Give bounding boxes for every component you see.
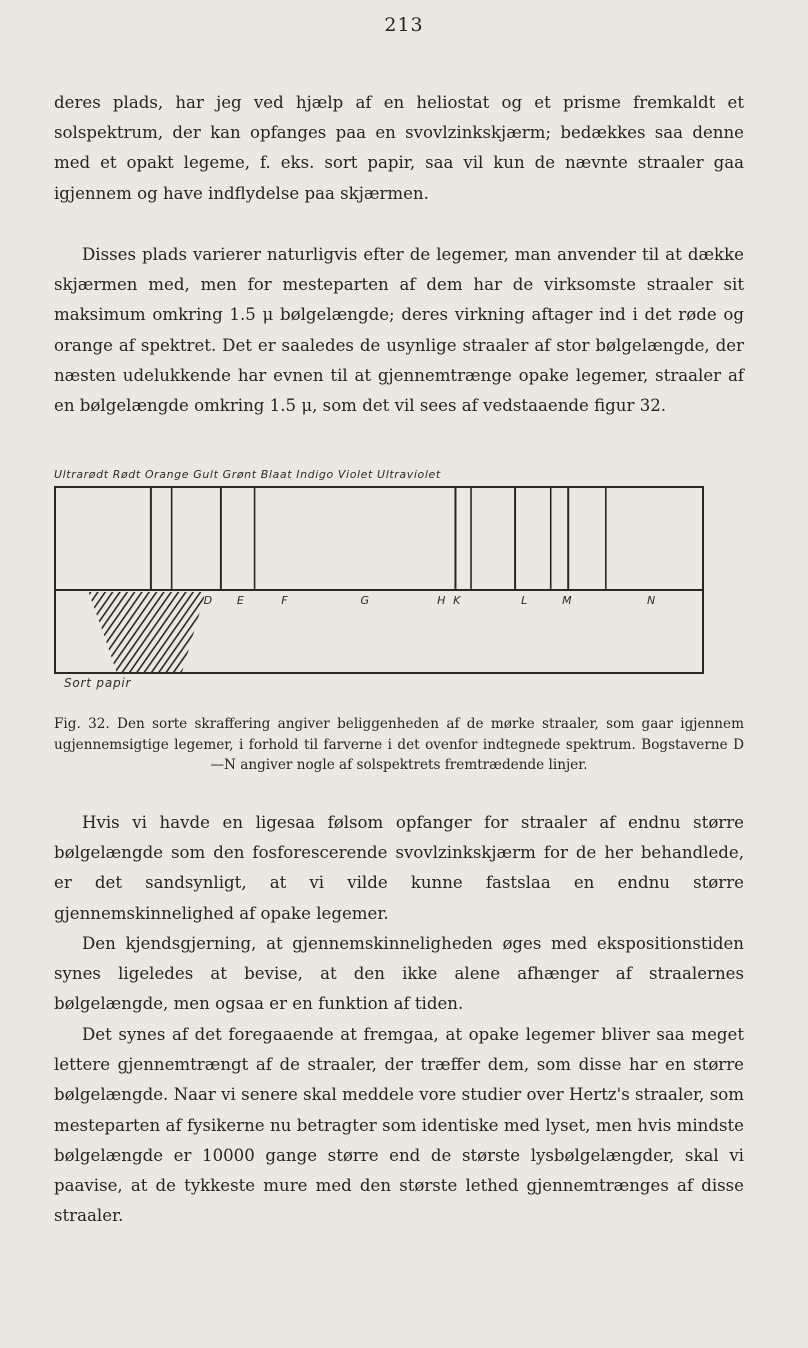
figure-32 — [54, 468, 705, 696]
page-number: 213 — [384, 14, 424, 36]
spectrum-diagram — [54, 486, 705, 676]
hatched-band — [88, 592, 204, 672]
spectral-line-label-h: H — [437, 594, 446, 607]
paragraph-2: Disses plads varierer naturligvis efter de legemer, man anvender til at dække skjærmen med, men for mesteparten af dem har de virksomste straaler sit maksimum omkring 1.5 μ bølgelængde; deres virkning aftager ind i det røde og orange af spektret. Det er saaledes de usynlige straaler af stor bølgelængde, der næsten udelukkende har evnen til at gjennemtrænge opake legemer, straaler af en bølgelængde omkring 1.5 μ, som det vil sees af vedstaaende figur 32. — [54, 245, 744, 416]
figure-caption — [54, 714, 744, 776]
paragraph-1: deres plads, har jeg ved hjælp af en heliostat og et prisme fremkaldt et solspektrum, der kan opfanges paa en svovlzinkskjærm; bedækkes saa denne med et opakt legeme, f. eks. sort papir, saa vil kun de nævnte straaler gaa igjennem og have indflydelse paa skjærmen. — [54, 93, 744, 203]
paragraph-4: Den kjendsgjerning, at gjennemskinneligheden øges med ekspositionstiden synes ligeledes at bevise, at den ikke alene afhænger af straalernes bølgelængde, men ogsaa er en funktion af tiden. — [54, 934, 744, 1014]
caption-text: Den sorte skraffering angiver beliggenheden af de mørke straaler, som gaar igjennem ugjennemsigtige legemer, i forhold til farverne i det ovenfor indtegnede spektrum. Bogstaverne D—N angiver nogle af solspektrets fremtrædende linjer. — [54, 716, 744, 773]
paragraph-5: Det synes af det foregaaende at fremgaa, at opake legemer bliver saa meget lettere gjennemtrængt af de straaler, der træffer dem, som disse har en større bølgelængde. Naar vi senere skal meddele vore studier over Hertz's straaler, som mesteparten af fysikerne nu betragter som identiske med lyset, men hvis mindste bølgelængde er 10000 gange større end de største lysbølgelængder, skal vi paavise, at de tykkeste mure med den største lethed gjennemtrænges af disse straaler. — [54, 1025, 744, 1226]
spectrum-color-handwriting: Ultrarødt Rødt Orange Gult Grønt Blaat Indigo Violet Ultraviolet — [54, 468, 441, 481]
spectral-line-label-e: E — [236, 594, 244, 607]
spectral-line-label-n: N — [647, 594, 656, 607]
spectral-line-label-l: L — [521, 594, 528, 607]
black-paper-handwriting: Sort papir — [64, 676, 132, 690]
caption-figure-number: Fig. 32. — [54, 716, 110, 732]
spectral-line-label-k: K — [453, 594, 461, 607]
spectral-line-label-g: G — [360, 594, 370, 607]
spectral-line-label-m: M — [562, 594, 572, 607]
spectral-line-label-f: F — [281, 594, 288, 607]
paragraph-3: Hvis vi havde en ligesaa følsom opfanger for straaler af endnu større bølgelængde som den fosforescerende svovlzinkskjærm for de her behandlede, er det sandsynligt, at vi vilde kunne fastslaa en endnu større gjennemskinnelighed af opake legemer. — [54, 813, 744, 923]
spectral-line-label-d: D — [203, 594, 213, 607]
